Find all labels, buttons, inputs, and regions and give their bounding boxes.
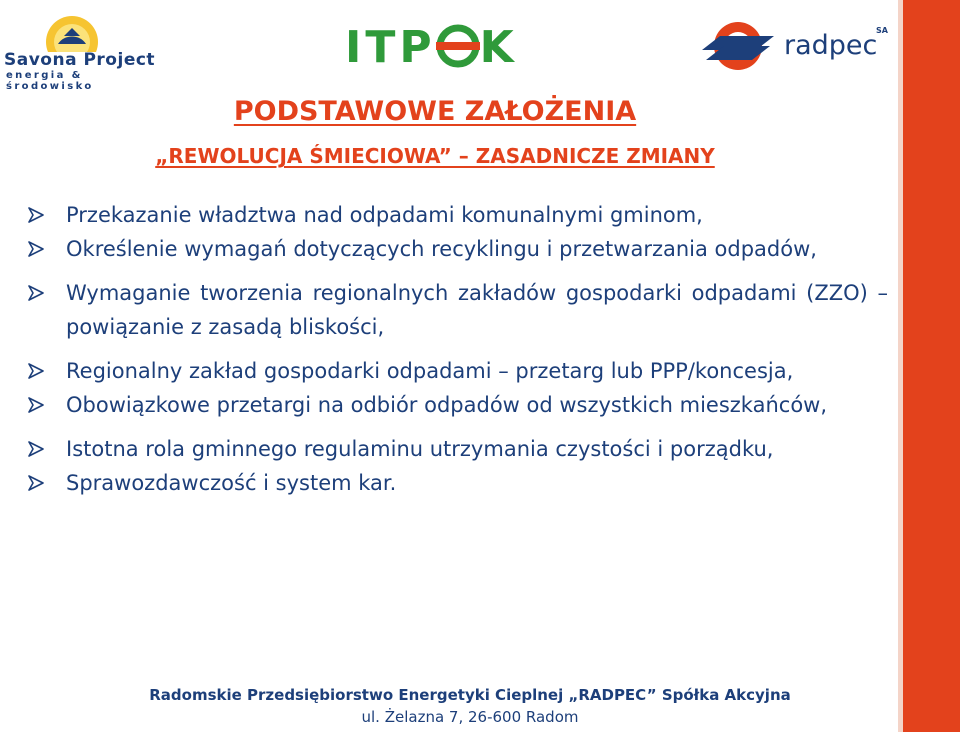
savona-name: Savona Project [4,50,156,70]
bullet-text: Obowiązkowe przetargi na odbiór odpadów od wszystkich mieszkańców, [66,393,828,417]
bullet-text: Przekazanie władztwa nad odpadami komunalnymi gminom, [66,203,703,227]
itpok-text-left: ITP [345,22,436,73]
savona-project-logo [0,6,160,92]
side-stripe [903,0,960,732]
arrowhead-bullet-icon [28,241,44,257]
bullet-item [28,466,888,500]
bullet-item [28,388,888,422]
arrowhead-bullet-icon [28,441,44,457]
footer-address: ul. Żelazna 7, 26-600 Radom [361,708,579,726]
bullet-text: Sprawozdawczość i system kar. [66,471,397,495]
arrowhead-bullet-icon [28,397,44,413]
bullet-item [28,232,888,266]
arrowhead-bullet-icon [28,207,44,223]
savona-tagline: energia & środowisko [6,70,94,92]
radpec-suffix: SA [876,26,888,35]
arrowhead-bullet-icon [28,285,44,301]
itpok-text-right: K [479,22,518,73]
itpok-o-icon [436,24,480,68]
radpec-name: radpec [784,30,878,61]
bullet-text: Określenie wymagań dotyczących recyklingu i przetwarzania odpadów, [66,237,817,261]
bullet-item [28,432,888,466]
bullet-text: Wymaganie tworzenia regionalnych zakładów gospodarki odpadami (ZZO) – powiązanie z zasadą bliskości, [66,281,888,339]
footer-company-name: Radomskie Przedsiębiorstwo Energetyki Cieplnej „RADPEC” Spółka Akcyjna [149,686,791,704]
radpec-logo [700,14,895,74]
itpok-logo [345,24,535,72]
savona-sun-icon [0,6,160,52]
bullet-text: Regionalny zakład gospodarki odpadami – przetarg lub PPP/koncesja, [66,359,794,383]
page-title: PODSTAWOWE ZAŁOŻENIA [233,96,637,127]
bullet-text: Istotna rola gminnego regulaminu utrzymania czystości i porządku, [66,437,774,461]
bullet-item [28,276,888,344]
arrowhead-bullet-icon [28,363,44,379]
bullet-list [28,198,888,510]
page-subtitle: „REWOLUCJA ŚMIECIOWA” – ZASADNICZE ZMIANY [155,144,715,168]
arrowhead-bullet-icon [28,475,44,491]
radpec-emblem-icon [700,14,780,74]
bullet-item [28,354,888,388]
bullet-item [28,198,888,232]
